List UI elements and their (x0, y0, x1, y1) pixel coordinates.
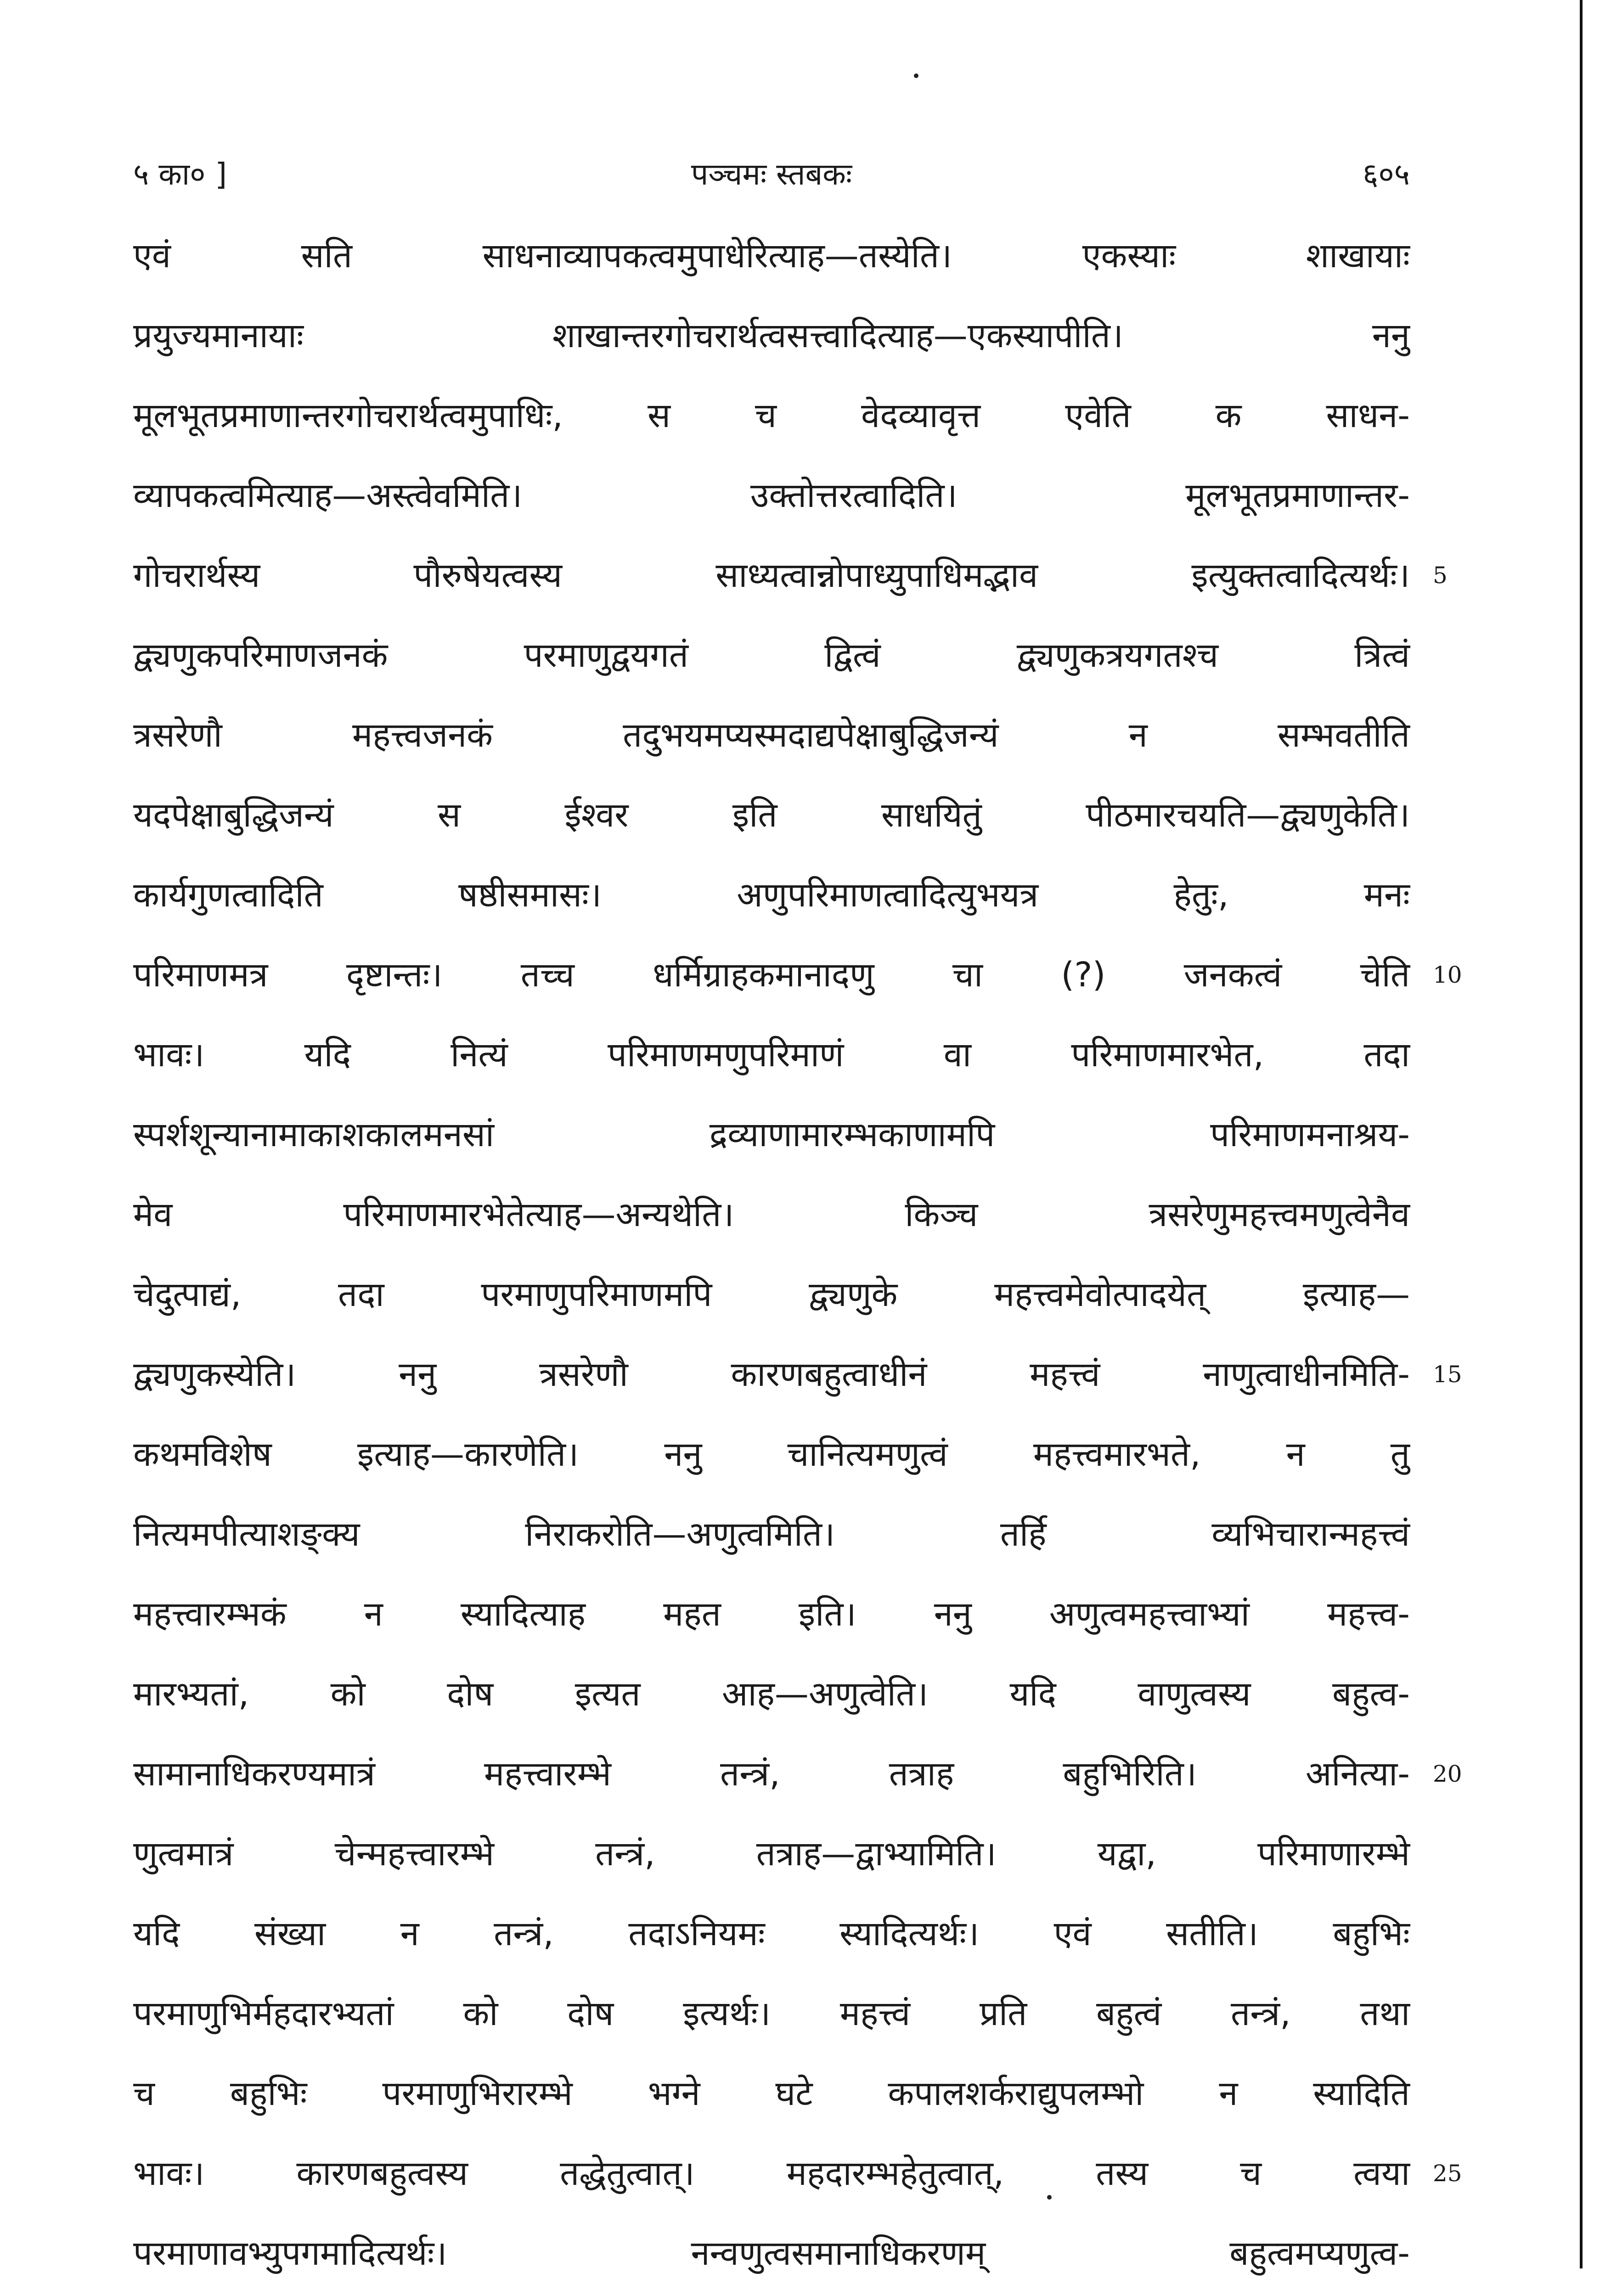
line-text: मेव परिमाणमारभेतेत्याह—अन्यथेति। किञ्च त्रसरेणुमहत्त्वमणुत्वेनैव (133, 1195, 1410, 1234)
line-text: यदपेक्षाबुद्धिजन्यं स ईश्वर इति साधयितुं पीठमारचयति—द्व्यणुकेति। (133, 795, 1410, 835)
header-page-number: ६०५ (1363, 157, 1410, 192)
text-line (133, 695, 1410, 775)
line-text: द्व्यणुकस्येति। ननु त्रसरेणौ कारणबहुत्वाधीनं महत्त्वं नाणुत्वाधीनमिति- (133, 1355, 1410, 1394)
text-line (133, 376, 1410, 456)
text-line (133, 1894, 1410, 1974)
line-text: सामानाधिकरण्यमात्रं महत्त्वारम्भे तन्त्रं, तत्राह बहुभिरिति। अनित्या- (133, 1754, 1410, 1794)
text-line (133, 1175, 1410, 1255)
line-text: भावः। कारणबहुत्वस्य तद्धेतुत्वात्। महदारम्भहेतुत्वात्, तस्य च त्वया (133, 2154, 1410, 2193)
line-text: भावः। यदि नित्यं परिमाणमणुपरिमाणं वा परिमाणमारभेत, तदा (133, 1035, 1410, 1075)
text-line (133, 775, 1410, 855)
ink-speck (914, 73, 918, 78)
line-text: त्रसरेणौ महत्त्वजनकं तदुभयमप्यस्मदाद्यपेक्षाबुद्धिजन्यं न सम्भवतीति (133, 715, 1410, 755)
line-text: च बहुभिः परमाणुभिरारम्भे भग्ने घटे कपालशर्कराद्युपलम्भो न स्यादिति (133, 2074, 1410, 2113)
line-text: स्पर्शशून्यानामाकाशकालमनसां द्रव्याणामारम्भकाणामपि परिमाणमनाश्रय- (133, 1115, 1410, 1154)
text-line (133, 2133, 1462, 2213)
line-text: मारभ्यतां, को दोष इत्यत आह—अणुत्वेति। यदि वाणुत्वस्य बहुत्व- (133, 1674, 1410, 1714)
line-number: 10 (1433, 962, 1462, 988)
running-header (133, 152, 1410, 197)
line-number: 20 (1433, 1761, 1462, 1787)
line-text: चेदुत्पाद्यं, तदा परमाणुपरिमाणमपि द्व्यणुके महत्त्वमेवोत्पादयेत् इत्याह— (133, 1275, 1410, 1314)
line-number: 15 (1433, 1361, 1462, 1388)
text-line (133, 2054, 1410, 2133)
commentary-text (133, 216, 1462, 2296)
line-number: 25 (1433, 2160, 1462, 2187)
line-text: कार्यगुणत्वादिति षष्ठीसमासः। अणुपरिमाणत्वादित्युभयत्र हेतुः, मनः (133, 875, 1410, 915)
line-text: नित्यमपीत्याशङ्क्य निराकरोति—अणुत्वमिति। तर्हि व्यभिचारान्महत्त्वं (133, 1514, 1410, 1554)
text-line (133, 1255, 1410, 1334)
text-line (133, 1654, 1410, 1734)
text-line (133, 1414, 1410, 1494)
line-text: णुत्वमात्रं चेन्महत्त्वारम्भे तन्त्रं, तत्राह—द्वाभ्यामिति। यद्वा, परिमाणारम्भे (133, 1834, 1410, 1874)
text-line (133, 1095, 1410, 1175)
header-chapter-title: पञ्चमः स्तबकः (691, 157, 852, 192)
line-text: परमाणुभिर्महदारभ्यतां को दोष इत्यर्थः। महत्त्वं प्रति बहुत्वं तन्त्रं, तथा (133, 1994, 1410, 2033)
header-section-ref: ५ का० ] (133, 157, 227, 192)
text-line (133, 216, 1410, 296)
text-line (133, 2293, 1410, 2296)
line-number: 5 (1433, 562, 1448, 589)
text-line (133, 2213, 1410, 2293)
line-text: परिमाणमत्र दृष्टान्तः। तच्च धर्मिग्राहकमानादणु चा (?) जनकत्वं चेति (133, 955, 1410, 995)
line-text: गोचरार्थस्य पौरुषेयत्वस्य साध्यत्वान्नोपाध्युपाधिमद्भाव इत्युक्तत्वादित्यर्थः। (133, 556, 1410, 595)
line-text: महत्त्वारम्भकं न स्यादित्याह महत इति। ननु अणुत्वमहत्त्वाभ्यां महत्त्व- (133, 1594, 1410, 1634)
line-text: कथमविशेष इत्याह—कारणेति। ननु चानित्यमणुत्वं महत्त्वमारभते, न तु (133, 1435, 1410, 1474)
text-line (133, 935, 1462, 1015)
text-line (133, 1015, 1410, 1095)
line-text: परमाणावभ्युपगमादित्यर्थः। नन्वणुत्वसमानाधिकरणम् बहुत्वमप्यणुत्व- (133, 2234, 1410, 2273)
text-line (133, 1574, 1410, 1654)
text-line (133, 1974, 1410, 2054)
page-edge-rule (1580, 0, 1583, 2268)
text-line (133, 296, 1410, 376)
line-text: यदि संख्या न तन्त्रं, तदाऽनियमः स्यादित्यर्थः। एवं सतीति। बहुभिः (133, 1914, 1410, 1953)
text-line (133, 1494, 1410, 1574)
text-line (133, 456, 1410, 535)
line-text: द्व्यणुकपरिमाणजनकं परमाणुद्वयगतं द्वित्वं द्व्यणुकत्रयगतश्च त्रित्वं (133, 636, 1410, 675)
line-text: प्रयुज्यमानायाः शाखान्तरगोचरार्थत्वसत्त्वादित्याह—एकस्यापीति। ननु (133, 316, 1410, 355)
text-line (133, 1814, 1410, 1894)
line-text: एवं सति साधनाव्यापकत्वमुपाधेरित्याह—तस्येति। एकस्याः शाखायाः (133, 236, 1410, 276)
text-line (133, 535, 1448, 615)
text-line (133, 1334, 1462, 1414)
line-text: मूलभूतप्रमाणान्तरगोचरार्थत्वमुपाधिः, स च वेदव्यावृत्त एवेति क साधन- (133, 396, 1410, 435)
text-line (133, 1734, 1462, 1814)
text-line (133, 615, 1410, 695)
line-text: व्यापकत्वमित्याह—अस्त्वेवमिति। उक्तोत्तरत्वादिति। मूलभूतप्रमाणान्तर- (133, 476, 1410, 515)
text-line (133, 855, 1410, 935)
ink-speck (1047, 2195, 1052, 2200)
